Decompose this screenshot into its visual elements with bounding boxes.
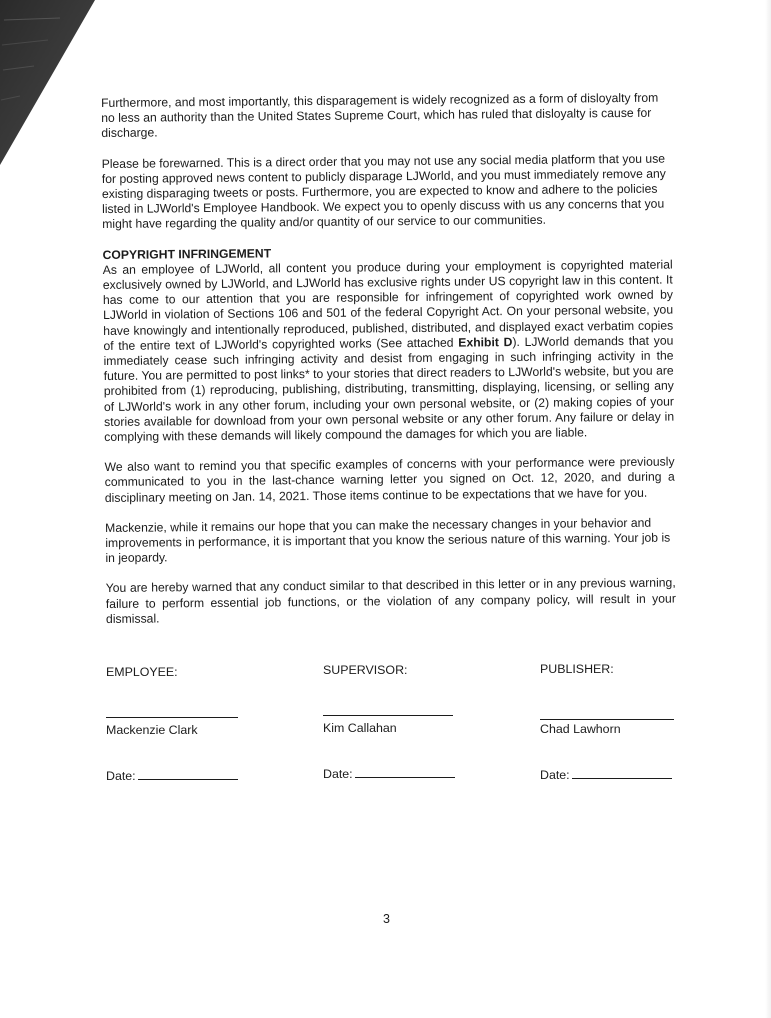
publisher-name: Chad Lawhorn (540, 722, 621, 736)
letter-body (101, 91, 676, 643)
paragraph-disloyalty: Furthermore, and most importantly, this disparagement is widely recognized as a form of disloyalty from no less an authority than the United States Supreme Court, which has ruled that disloyalty is cause for discharge. (101, 90, 659, 141)
supervisor-date-field (323, 767, 455, 782)
employee-date-field (106, 769, 238, 784)
exhibit-reference: Exhibit D (458, 334, 513, 350)
publisher-date-label: Date: (540, 768, 570, 782)
page-number: 3 (383, 912, 390, 926)
supervisor-signature-line (323, 715, 453, 716)
publisher-signature-line (540, 719, 674, 720)
paragraph-previous-warning: We also want to remind you that specific examples of concerns with your performance were previously communicated to you in the last-chance warning letter you signed on Oct. 12, 2020, and during a disciplinary meeting on Jan. 14, 2021. Those items continue to be expectations that we have for you. (104, 454, 675, 505)
scan-edge-shadow (765, 0, 771, 1018)
employee-role-label: EMPLOYEE: (106, 665, 178, 679)
paragraph-copyright (103, 257, 675, 445)
employee-signature-line (106, 717, 238, 718)
copyright-text-part2: ). LJWorld demands that you immediately cease such infringing activity and desist from engaging in such infringing activity in the future. You are permitted to post links* to your stories that direct readers to LJWorld's website, but you are prohibited from (1) reproducing, publishing, distributing, transmitting, displaying, licensing, or selling any of LJWorld's work in any other forum, including your own personal website, or (2) making copies of your stories available for download from your own personal website or any other forum. Any failure or delay in complying with these demands will likely compound the damages for which you are liable. (103, 333, 675, 445)
publisher-role-label: PUBLISHER: (540, 662, 614, 676)
publisher-date-field (540, 768, 672, 783)
paragraph-jeopardy: Mackenzie, while it remains our hope that you can make the necessary changes in your behavior and improvements in performance, it is important that you know the serious nature of this warning. Your job is in jeopardy. (105, 515, 671, 566)
employee-date-label: Date: (106, 769, 136, 783)
copyright-text-part1: As an employee of LJWorld, all content you produce during your employment is copyrighted material exclusively owned by LJWorld, and LJWorld has exclusive rights under US copyright law in this content. It has come to our attention that you are responsible for infringement of copyrighted work owned by LJWorld in violation of Sections 106 and 501 of the federal Copyright Act. On your personal website, you have knowingly and intentionally reproduced, published, distributed, and displayed exact verbatim copies of the entire text of LJWorld's copyrighted works (See attached (102, 257, 674, 353)
heading-copyright-infringement: COPYRIGHT INFRINGEMENT (102, 245, 272, 262)
supervisor-name: Kim Callahan (323, 721, 397, 735)
paragraph-forewarned: Please be forewarned. This is a direct order that you may not use any social media platform that you use for posting approved news content to publicly disparage LJWorld, and you must immediately remove any existing disparaging tweets or posts. Furthermore, you are expected to know and adhere to the policies listed in LJWorld's Employee Handbook. We expect you to openly discuss with us any concerns that you might have regarding the quality and/or quantity of our service to our communities. (101, 151, 666, 232)
supervisor-date-line (355, 777, 455, 778)
supervisor-date-label: Date: (323, 767, 353, 781)
employee-date-line (138, 779, 238, 780)
publisher-date-line (572, 778, 672, 779)
supervisor-role-label: SUPERVISOR: (323, 663, 408, 677)
paragraph-dismissal-warning: You are hereby warned that any conduct similar to that described in this letter or in any previous warning, failure to perform essential job functions, or the violation of any company policy, will result in your dismissal. (105, 575, 676, 626)
employee-name: Mackenzie Clark (106, 723, 198, 737)
scan-shadow-artifact (0, 0, 100, 170)
